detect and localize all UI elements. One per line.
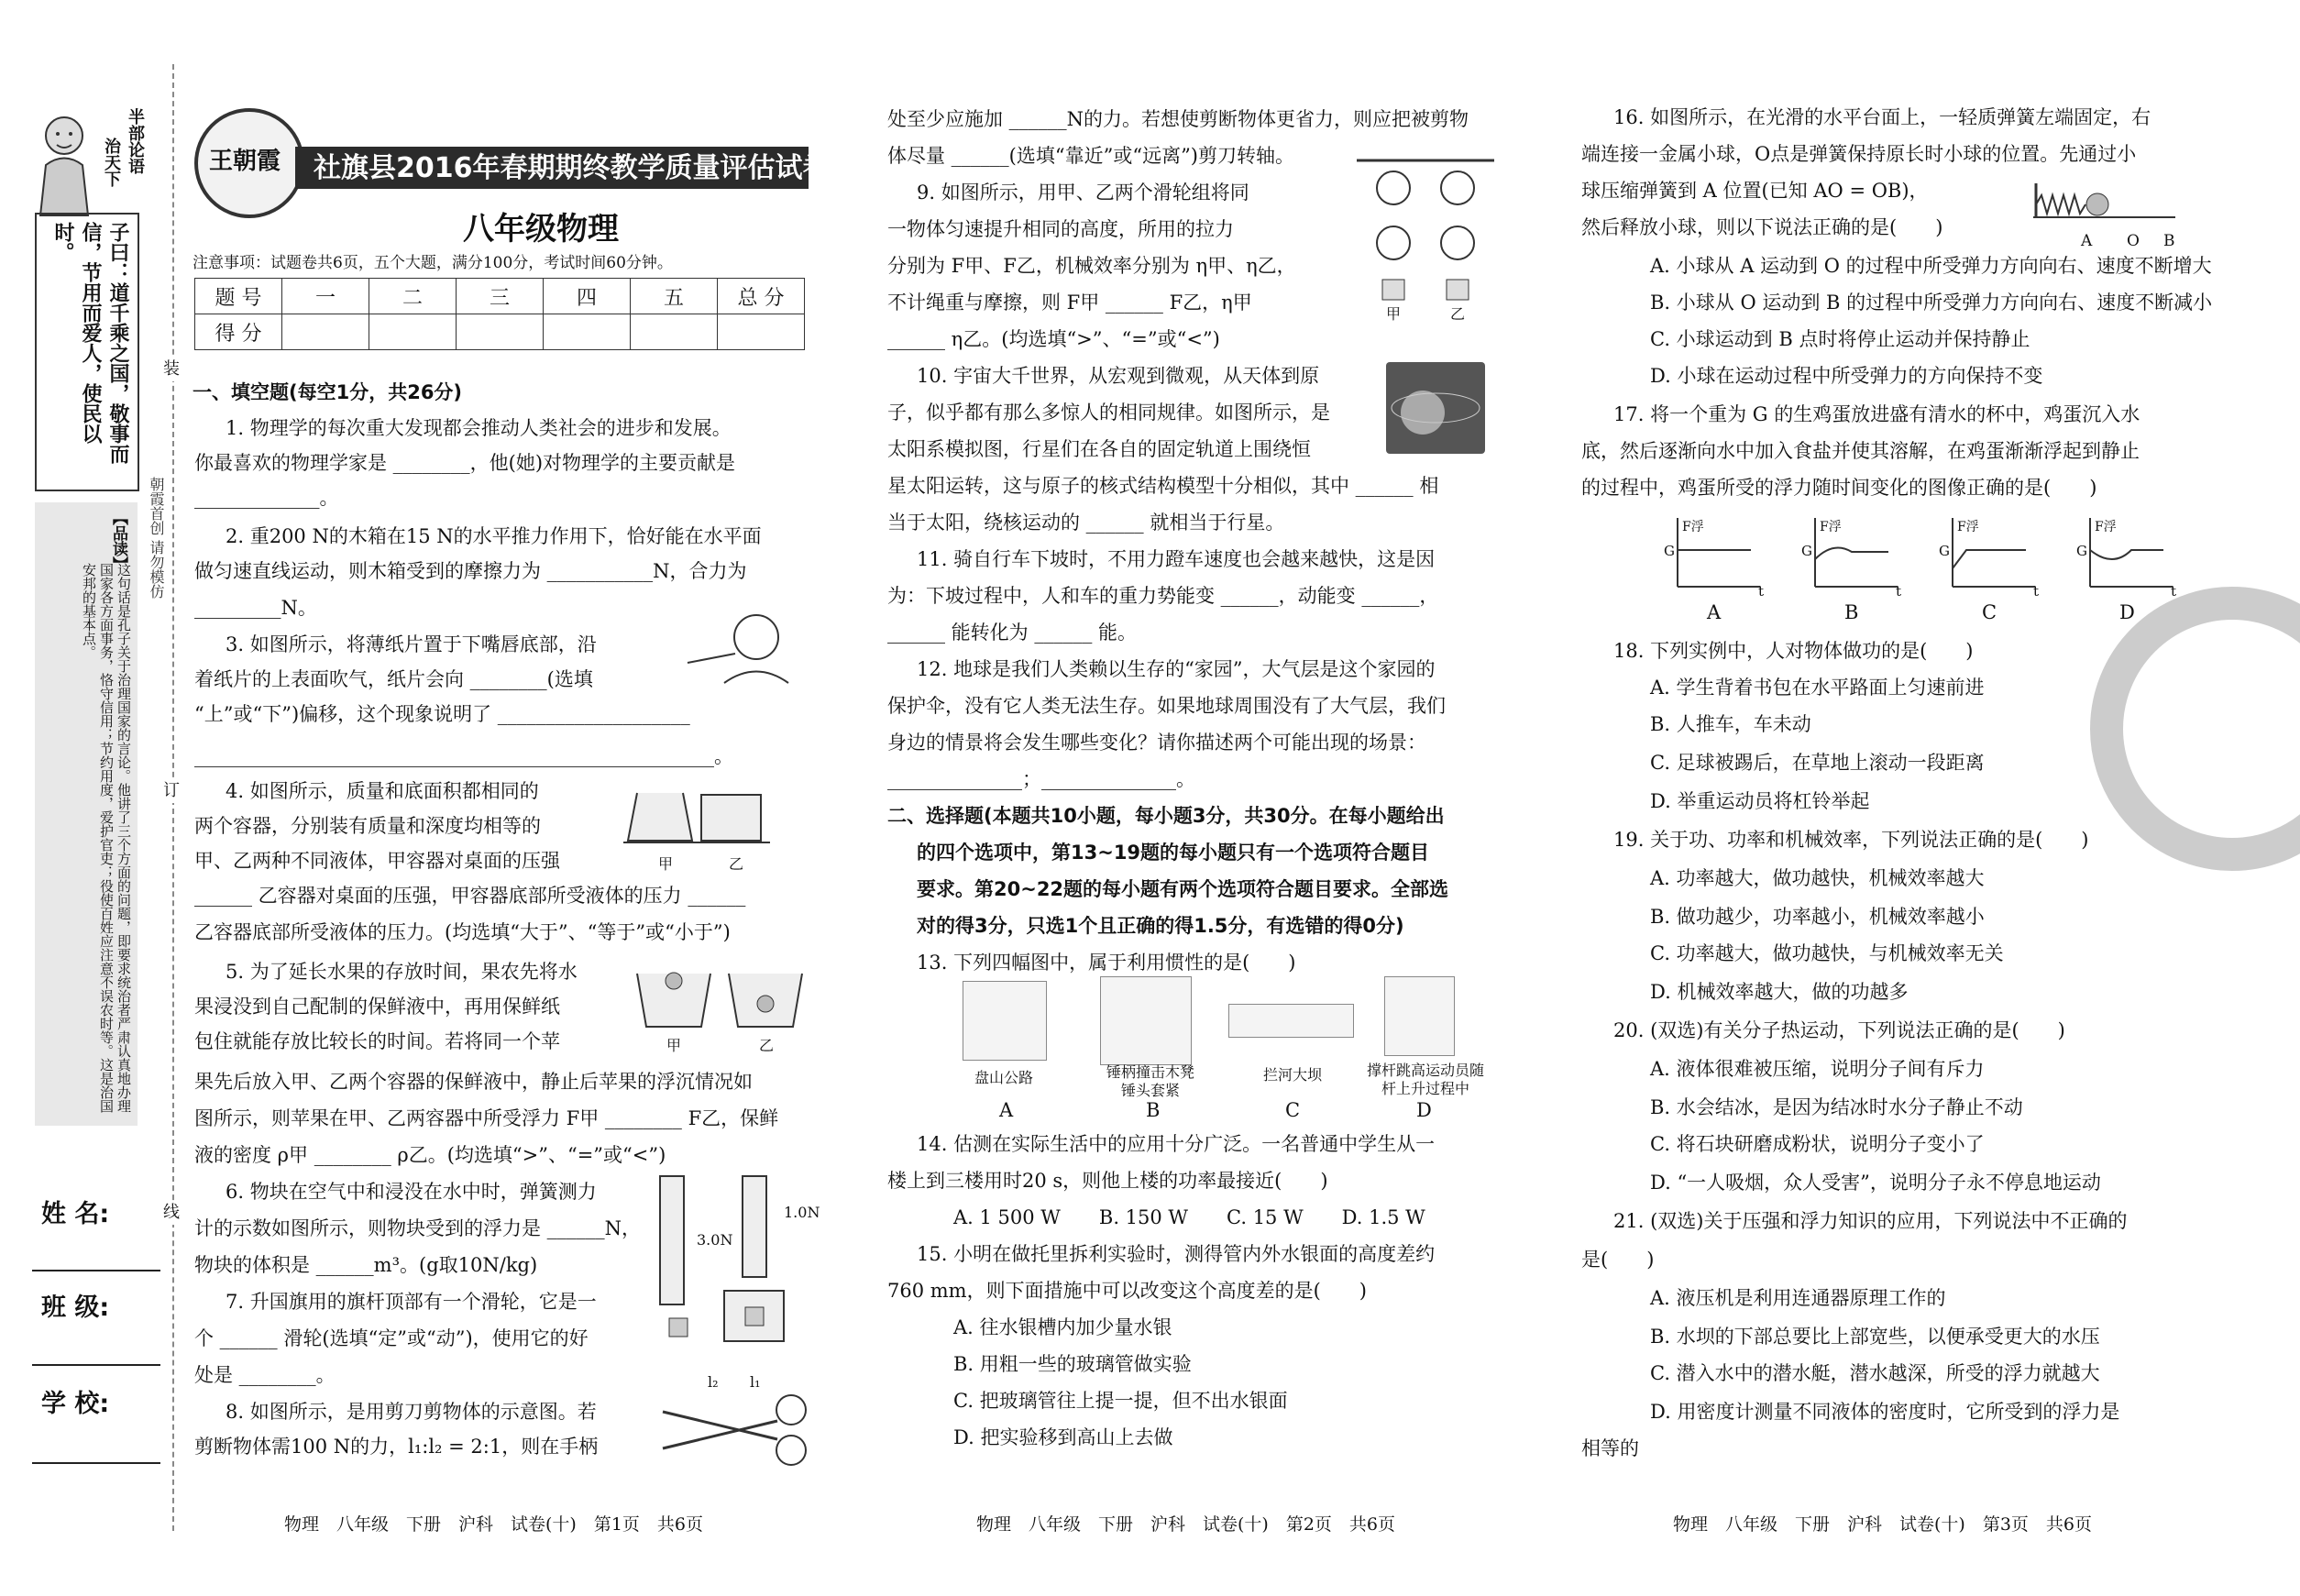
q17-g-label-a: G <box>1664 543 1675 559</box>
score-header-cell: 四 <box>544 279 631 314</box>
q20-option: A. 液体很难被压缩，说明分子间有斥力 <box>1650 1058 1985 1080</box>
q15-option: D. 把实验移到高山上去做 <box>953 1426 1173 1448</box>
p1-line: 液的密度 ρ甲 ________ ρ乙。(均选填“>”、“=”或“<”) <box>194 1144 666 1166</box>
q18-option: D. 举重运动员将杠铃举起 <box>1650 790 1870 812</box>
footer-page-3: 物理 八年级 下册 沪科 试卷(十) 第3页 共6页 <box>1673 1514 2093 1535</box>
q17-axis-label-d: F浮 <box>2095 520 2117 534</box>
q21-option: D. 用密度计测量不同液体的密度时，它所受到的浮力是 <box>1650 1401 2120 1423</box>
section-2-rule: 对的得3分，只选1个且正确的得1.5分，有选错的得0分) <box>917 915 1404 937</box>
p3-line: 底，然后逐渐向水中加入食盐并使其溶解，在鸡蛋渐渐浮起到静止 <box>1581 440 2140 462</box>
score-header-cell: 二 <box>369 279 457 314</box>
field-school-input[interactable] <box>32 1462 160 1464</box>
q13-image-b <box>1100 976 1192 1065</box>
p1-line: “上”或“下”)偏移，这个现象说明了 ____________________ <box>194 703 690 725</box>
p2-line: 当于太阳，绕核运动的 ______ 就相当于行星。 <box>887 512 1285 534</box>
p3-line: 端连接一金属小球，O点是弹簧保持原长时小球的位置。先通过小 <box>1581 143 2137 165</box>
p2-line: 一物体匀速提升相同的高度，所用的拉力 <box>887 218 1234 240</box>
q17-t-label-d: t <box>2171 583 2177 600</box>
q16-option: B. 小球从 O 运动到 B 的过程中所受弹力方向向右、速度不断减小 <box>1650 292 2213 314</box>
q21-option: A. 液压机是利用连通器原理工作的 <box>1650 1287 1946 1309</box>
q16-option: C. 小球运动到 B 点时将停止运动并保持静止 <box>1650 328 2030 350</box>
confucius-illustration <box>31 110 97 220</box>
logo-text: 王朝霞 <box>209 148 281 175</box>
exam-notice: 注意事项：试题卷共6页，五个大题，满分100分，考试时间60分钟。 <box>193 254 673 272</box>
q19-option: A. 功率越大，做功越快，机械效率越大 <box>1650 867 1985 889</box>
sidebar <box>28 101 151 1118</box>
q13-caption-d: 撑杆跳高运动员随杆上升过程中 <box>1366 1062 1484 1097</box>
figure-pulley-systems <box>1357 156 1494 312</box>
p1-line: 剪断物体需100 N的力，l₁:l₂ = 2:1，则在手柄 <box>194 1436 599 1458</box>
p2-line: 14. 估测在实际生活中的应用十分广泛。一名普通中学生从一 <box>917 1133 1436 1155</box>
p1-line: 3. 如图所示，将薄纸片置于下嘴唇底部，沿 <box>226 633 597 655</box>
p3-line: 20. (双选)有关分子热运动，下列说法正确的是( ) <box>1613 1019 2065 1041</box>
figure-scissors <box>658 1384 814 1471</box>
q17-graph-a <box>1664 513 1765 596</box>
fig6-reading-1n: 1.0N <box>784 1204 820 1221</box>
fig5-label-yi: 乙 <box>759 1037 775 1054</box>
fig8-label-l2: l₂ <box>708 1373 719 1391</box>
p1-line: 果先后放入甲、乙两个容器的保鲜液中，静止后苹果的浮沉情况如 <box>194 1071 753 1093</box>
q19-option: B. 做功越少，功率越小，机械效率越小 <box>1650 906 1985 928</box>
p2-line: 太阳系模拟图，行星们在各自的固定轨道上围绕恒 <box>887 438 1311 460</box>
fig16-label-a: A <box>2081 232 2093 250</box>
q20-option: D. “一人吸烟，众人受害”，说明分子永不停息地运动 <box>1650 1172 2101 1194</box>
field-name-input[interactable] <box>32 1270 160 1271</box>
p2-line: 楼上到三楼用时20 s，则他上楼的功率最接近( ) <box>887 1170 1328 1192</box>
p2-line: 处至少应施加 ______N的力。若想使剪断物体更省力，则应把被剪物 <box>887 108 1469 130</box>
q20-option: B. 水会结冰，是因为结冰时水分子静止不动 <box>1650 1096 2023 1118</box>
q17-axis-label-b: F浮 <box>1820 520 1842 534</box>
field-class-input[interactable] <box>32 1364 160 1366</box>
q17-graph-b <box>1801 513 1902 596</box>
q17-t-label-b: t <box>1896 583 1902 600</box>
p2-line: 为：下坡过程中，人和车的重力势能变 ______，动能变 ______， <box>887 585 1439 607</box>
q17-g-label-b: G <box>1801 543 1812 559</box>
q13-caption-b: 锤柄撞击木凳锤头套紧 <box>1106 1063 1194 1099</box>
q21-option: C. 潜入水中的潜水艇，潜水越深，所受的浮力就越大 <box>1650 1362 2100 1384</box>
p3-line: 相等的 <box>1581 1437 1639 1459</box>
fig9-label-yi: 乙 <box>1450 305 1466 323</box>
q17-axis-label-c: F浮 <box>1957 520 1979 534</box>
p3-line: 17. 将一个重为 G 的生鸡蛋放进盛有清水的杯中，鸡蛋沉入水 <box>1613 403 2140 425</box>
score-header-cell: 一 <box>282 279 369 314</box>
p1-line: 图所示，则苹果在甲、乙两容器中所受浮力 F甲 ________ F乙，保鲜 <box>194 1107 779 1129</box>
q13-image-c <box>1228 1004 1354 1038</box>
q14-options: A. 1 500 W B. 150 W C. 15 W D. 1.5 W <box>953 1206 1425 1228</box>
score-cell[interactable] <box>544 314 631 350</box>
p1-line: 包住就能存放比较长的时间。若将同一个苹 <box>194 1030 560 1052</box>
q16-option: D. 小球在运动过程中所受弹力的方向保持不变 <box>1650 365 2043 387</box>
vertical-note: 朝霞首创 请勿模仿 <box>148 477 165 600</box>
figure-spring-scales <box>642 1172 816 1346</box>
p2-line: 保护伞，没有它人类无法生存。如果地球周围没有了大气层，我们 <box>887 695 1446 717</box>
p1-line: ______ 乙容器对桌面的压强，甲容器底部所受液体的压力 ______ <box>194 885 746 907</box>
p1-line: 7. 升国旗用的旗杆顶部有一个滑轮，它是一 <box>226 1291 597 1313</box>
p1-line: _____________。 <box>194 487 339 509</box>
fig16-label-b: B <box>2163 232 2175 250</box>
p1-line: 两个容器，分别装有质量和深度均相等的 <box>194 815 541 837</box>
score-cell[interactable] <box>369 314 457 350</box>
section-1-title: 一、填空题(每空1分，共26分) <box>193 381 463 403</box>
q19-option: D. 机械效率越大，做的功越多 <box>1650 981 1909 1003</box>
fig8-label-l1: l₁ <box>750 1373 761 1391</box>
p2-line: 760 mm，则下面措施中可以改变这个高度差的是( ) <box>887 1280 1367 1302</box>
field-school-label: 学 校: <box>41 1390 110 1418</box>
p1-line: 处是 ________。 <box>194 1364 336 1386</box>
p3-line: 是( ) <box>1581 1249 1655 1271</box>
q13-letter-b: B <box>1146 1099 1161 1121</box>
p3-line: 19. 关于功、功率和机械效率，下列说法正确的是( ) <box>1613 829 2089 851</box>
exam-subtitle: 八年级物理 <box>463 211 619 248</box>
p1-line: 2. 重200 N的木箱在15 N的水平推力作用下，恰好能在水平面 <box>226 525 762 547</box>
q13-image-a <box>963 981 1047 1061</box>
p2-line: ______ η乙。(均选填“>”、“=”或“<”) <box>887 328 1220 350</box>
p1-line: ______________________________________________________。 <box>194 745 733 767</box>
q18-option: C. 足球被踢后，在草地上滚动一段距离 <box>1650 752 1985 774</box>
q13-caption-a: 盘山公路 <box>974 1069 1034 1086</box>
footer-page-1: 物理 八年级 下册 沪科 试卷(十) 第1页 共6页 <box>284 1514 704 1535</box>
p3-line: 然后释放小球，则以下说法正确的是( ) <box>1581 216 1943 238</box>
p1-line: 物块的体积是 ______m³。(g取10N/kg) <box>194 1254 538 1276</box>
q17-t-label-a: t <box>1758 583 1765 600</box>
p2-line: 11. 骑自行车下坡时，不用力蹬车速度也会越来越快，这是因 <box>917 548 1436 570</box>
p1-line: 计的示数如图所示，则物块受到的浮力是 ______N， <box>194 1217 642 1239</box>
q17-letter-b: B <box>1844 601 1859 623</box>
q15-option: B. 用粗一些的玻璃管做实验 <box>953 1353 1192 1375</box>
q13-letter-c: C <box>1285 1099 1301 1121</box>
field-name-label: 姓 名: <box>41 1200 110 1228</box>
fig4-label-yi: 乙 <box>729 855 744 873</box>
exam-title: 社旗县2016年春期期终教学质量评估试卷 <box>314 152 831 184</box>
footer-page-2: 物理 八年级 下册 沪科 试卷(十) 第2页 共6页 <box>976 1514 1396 1535</box>
q17-letter-c: C <box>1982 601 1997 623</box>
p2-line: 不计绳重与摩擦，则 F甲 ______ F乙，η甲 <box>887 292 1252 314</box>
sidebar-comment-title: 【品读】 <box>109 510 127 572</box>
p2-line: ______________；______________。 <box>887 768 1195 790</box>
score-cell[interactable] <box>631 314 718 350</box>
p2-line: 15. 小明在做托里拆利实验时，测得管内外水银面的高度差约 <box>917 1243 1436 1265</box>
binding-mark-3: 线 <box>163 1201 180 1225</box>
p3-line: 的过程中，鸡蛋所受的浮力随时间变化的图像正确的是( ) <box>1581 477 2097 499</box>
q17-graph-d <box>2076 513 2177 596</box>
q13-image-d <box>1384 976 1455 1056</box>
q17-g-label-c: G <box>1939 543 1950 559</box>
section-2-rule: 的四个选项中，第13~19题的每小题只有一个选项符合题目 <box>917 842 1430 864</box>
sidebar-top-label-2: 治天下 <box>102 138 121 187</box>
score-table <box>194 278 805 350</box>
q17-axis-label-a: F浮 <box>1682 520 1704 534</box>
p2-line: 12. 地球是我们人类赖以生存的“家园”，大气层是这个家园的 <box>917 658 1436 680</box>
p1-line: 4. 如图所示，质量和底面积都相同的 <box>226 780 539 802</box>
p1-line: 5. 为了延长水果的存放时间，果农先将水 <box>226 961 578 983</box>
p1-line: 着纸片的上表面吹气，纸片会向 ________(选填 <box>194 668 593 690</box>
q13-letter-d: D <box>1416 1099 1432 1121</box>
q18-option: B. 人推车，车未动 <box>1650 713 1811 735</box>
sidebar-comment-area <box>35 502 138 1126</box>
fig6-reading-3n: 3.0N <box>697 1231 733 1249</box>
p1-line: 8. 如图所示，是用剪刀剪物体的示意图。若 <box>226 1401 597 1423</box>
p3-line: 16. 如图所示，在光滑的水平台面上，一轻质弹簧左端固定，右 <box>1613 106 2151 128</box>
p1-line: 果浸没到自己配制的保鲜液中，再用保鲜纸 <box>194 996 560 1018</box>
q18-option: A. 学生背着书包在水平路面上匀速前进 <box>1650 677 1985 699</box>
field-class-label: 班 级: <box>41 1293 110 1322</box>
p3-line: 18. 下列实例中，人对物体做功的是( ) <box>1613 640 1974 662</box>
p2-line: 身边的情景将会发生哪些变化？请你描述两个可能出现的场景： <box>887 732 1426 754</box>
p1-line: _________N。 <box>194 597 317 619</box>
score-header-cell: 题 号 <box>195 279 282 314</box>
fig5-label-jia: 甲 <box>666 1037 682 1054</box>
sidebar-quote-box <box>35 213 139 491</box>
sidebar-quote: 子曰：道千乘之国，敬事而信，节用而爱人，使民以时。 <box>51 222 130 464</box>
fig4-label-jia: 甲 <box>658 855 674 873</box>
q16-option: A. 小球从 A 运动到 O 的过程中所受弹力方向向右、速度不断增大 <box>1650 255 2212 277</box>
p2-line: 10. 宇宙大千世界，从宏观到微观，从天体到原 <box>917 365 1320 387</box>
sidebar-comment: 这句话是孔子关于治理国家的言论。他讲了三个方面的问题，即要求统治者严肃认真地办理国家各方面事务，恪守信用；节约用度，爱护官吏；役使百姓应注意不误农时等。这是治国安邦的基本点。 <box>81 563 132 1113</box>
p1-line: 个 ______ 滑轮(选填“定”或“动”)，使用它的好 <box>194 1327 589 1349</box>
p1-line: 6. 物块在空气中和浸没在水中时，弹簧测力 <box>226 1181 597 1203</box>
p2-line: ______ 能转化为 ______ 能。 <box>887 622 1138 644</box>
p1-line: 你最喜欢的物理学家是 ________，他(她)对物理学的主要贡献是 <box>194 452 736 474</box>
sidebar-top-label: 半部论语 <box>126 108 145 174</box>
q15-option: A. 往水银槽内加少量水银 <box>953 1316 1172 1338</box>
figure-apple-containers <box>633 963 807 1031</box>
p1-line: 做匀速直线运动，则木箱受到的摩擦力为 ___________N，合力为 <box>194 560 747 582</box>
p3-line: 21. (双选)关于压强和浮力知识的应用，下列说法中不正确的 <box>1613 1210 2128 1232</box>
logo-badge <box>194 108 304 218</box>
p2-line: 13. 下列四幅图中，属于利用惯性的是( ) <box>917 952 1296 974</box>
q19-option: C. 功率越大，做功越快，与机械效率无关 <box>1650 942 2004 964</box>
figure-spring-ball <box>2033 179 2175 232</box>
score-header-cell: 五 <box>631 279 718 314</box>
p1-line: 甲、乙两种不同液体，甲容器对桌面的压强 <box>194 850 560 872</box>
p3-line: 球压缩弹簧到 A 位置(已知 AO = OB)， <box>1581 180 1929 202</box>
score-header-cell: 总 分 <box>718 279 805 314</box>
score-row-label: 得 分 <box>195 314 282 350</box>
score-cell[interactable] <box>718 314 805 350</box>
score-cell[interactable] <box>282 314 369 350</box>
p2-line: 体尽量 ______(选填“靠近”或“远离”)剪刀转轴。 <box>887 145 1295 167</box>
score-cell[interactable] <box>457 314 544 350</box>
p2-line: 分别为 F甲、F乙，机械效率分别为 η甲、η乙， <box>887 255 1296 277</box>
q17-g-label-d: G <box>2076 543 2087 559</box>
fig9-label-jia: 甲 <box>1386 305 1402 323</box>
binding-mark-2: 订 <box>163 779 180 803</box>
q21-option: B. 水坝的下部总要比上部宽些，以便承受更大的水压 <box>1650 1326 2100 1348</box>
q17-graph-c <box>1939 513 2040 596</box>
p2-line: 子，似乎都有那么多惊人的相同规律。如图所示，是 <box>887 402 1330 424</box>
q20-option: C. 将石块研磨成粉状，说明分子变小了 <box>1650 1133 1985 1155</box>
p2-line: 9. 如图所示，用甲、乙两个滑轮组将同 <box>917 182 1249 204</box>
section-2-rule: 要求。第20~22题的每小题有两个选项符合题目要求。全部选 <box>917 878 1449 900</box>
p1-line: 1. 物理学的每次重大发现都会推动人类社会的进步和发展。 <box>226 417 732 439</box>
confidential-seal <box>2090 587 2300 871</box>
section-2-title: 二、选择题(本题共10小题，每小题3分，共30分。在每小题给出 <box>887 805 1445 827</box>
p1-line: 乙容器底部所受液体的压力。(均选填“大于”、“等于”或“小于”) <box>194 921 731 943</box>
q17-t-label-c: t <box>2033 583 2040 600</box>
q17-letter-a: A <box>1707 601 1722 623</box>
fig16-label-o: O <box>2127 232 2140 250</box>
figure-two-containers <box>623 784 770 848</box>
q13-caption-c: 拦河大坝 <box>1263 1066 1323 1084</box>
binding-mark-1: 装 <box>163 358 180 381</box>
figure-blowing-paper <box>669 610 807 688</box>
p2-line: 星太阳运转，这与原子的核式结构模型十分相似，其中 ______ 相 <box>887 475 1439 497</box>
q17-letter-d: D <box>2119 601 2135 623</box>
q15-option: C. 把玻璃管往上提一提，但不出水银面 <box>953 1390 1288 1412</box>
figure-solar-system <box>1386 362 1485 454</box>
q13-letter-a: A <box>999 1099 1014 1121</box>
score-header-cell: 三 <box>457 279 544 314</box>
